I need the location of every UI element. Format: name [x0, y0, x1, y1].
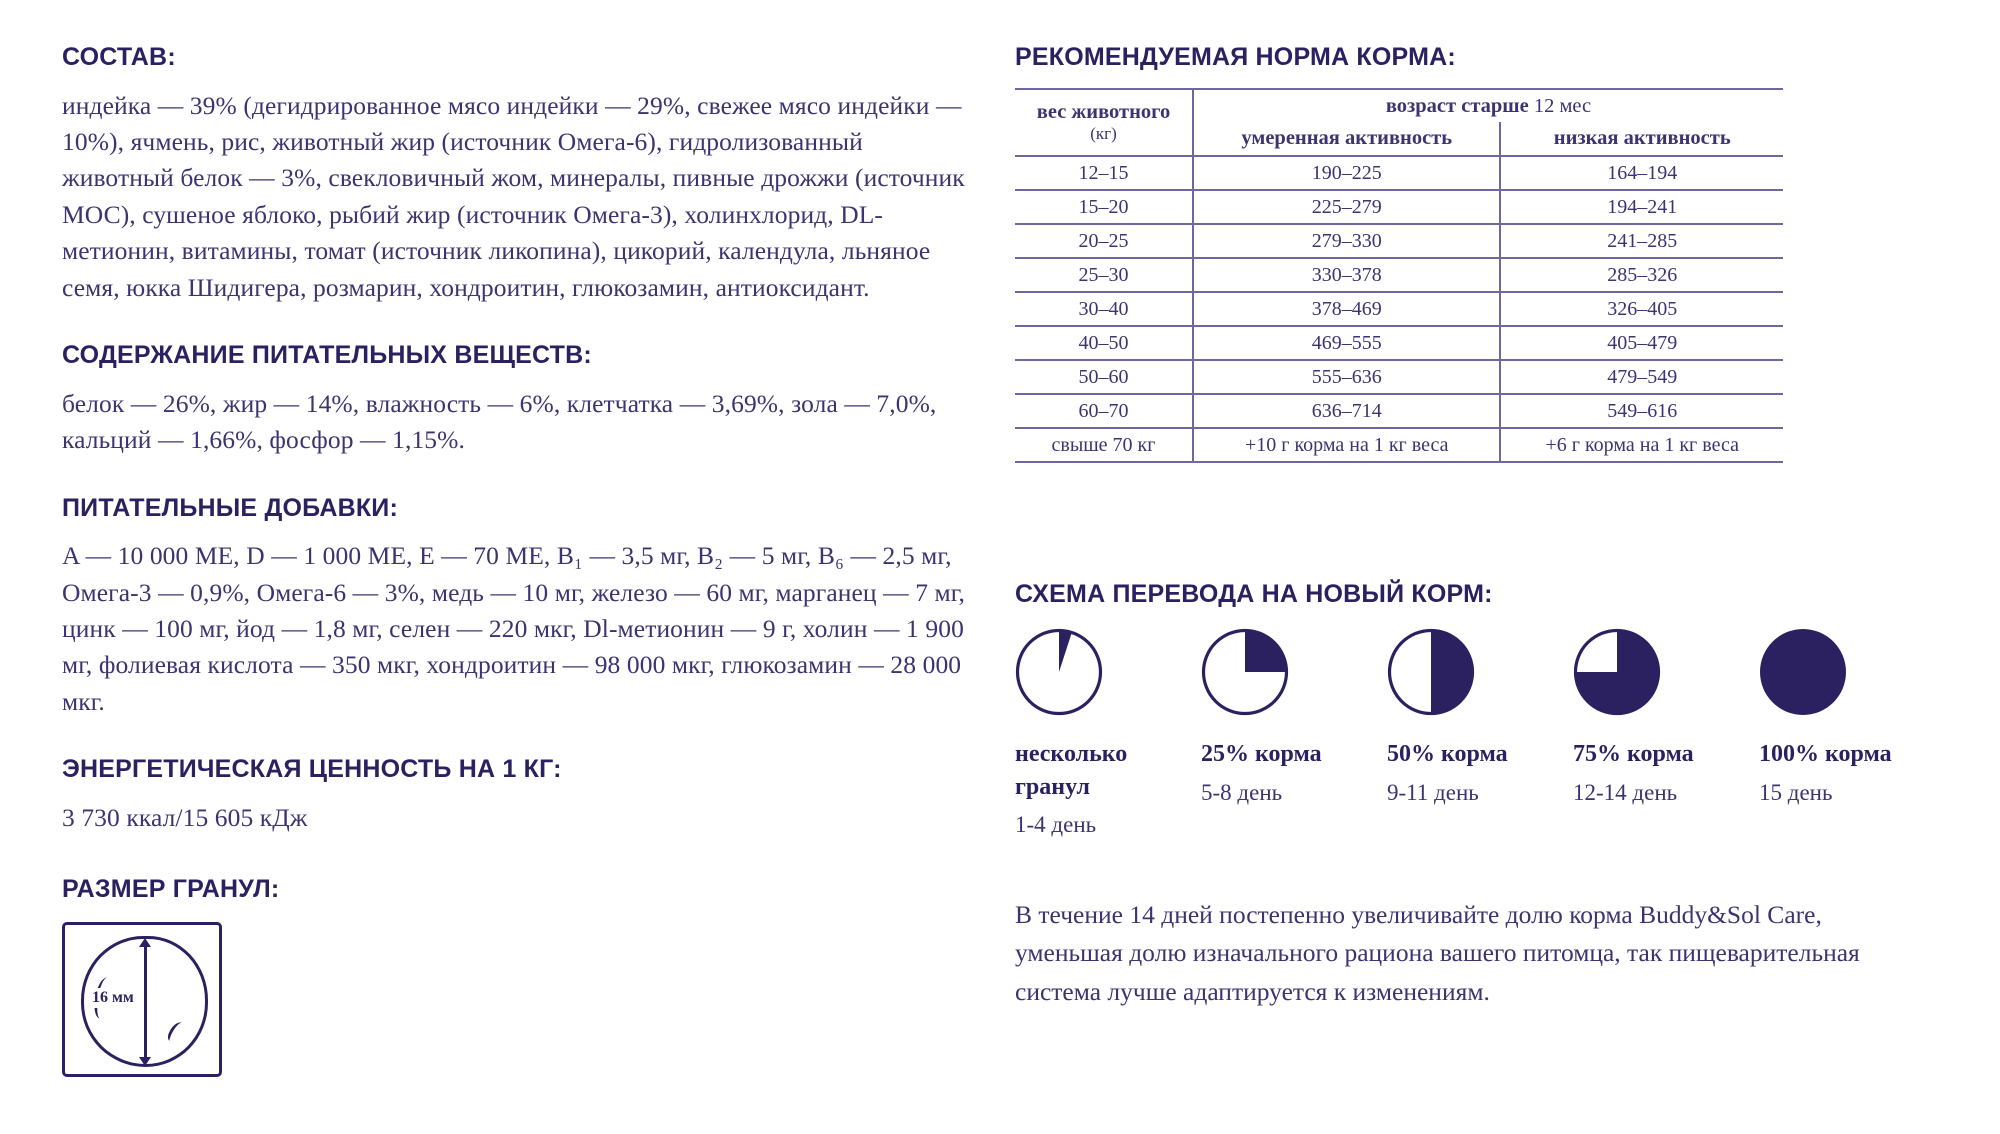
additives-section: [62, 495, 967, 721]
cell-low-activity: 241–285: [1500, 224, 1783, 258]
table-row: [1015, 292, 1783, 326]
additives-text: A — 10 000 МЕ, D — 1 000 МЕ, E — 70 МЕ, B₁ — 3,5 мг, B₂ — 5 мг, B₆ — 2,5 мг, Омега-3 — 0,9%, Омега-6 — 3%, медь — 10 мг, железо — 60 мг, марганец — 7 мг, цинк — 100 мг, йод — 1,8 мг, селен — 220 мкг, Dl-метионин — 9 г, холин — 1 900 мг, фолиевая кислота — 350 мкг, хондроитин — 98 000 мкг, глюкозамин — 28 000 мкг.: [62, 541, 965, 716]
cell-weight: свыше 70 кг: [1015, 428, 1193, 462]
header-weight: [1015, 89, 1193, 156]
transition-step: [1015, 628, 1201, 840]
transition-section: [1015, 581, 1945, 1011]
cell-low-activity: 405–479: [1500, 326, 1783, 360]
granule-measure-arrow-icon: [144, 947, 147, 1057]
composition-section: [62, 44, 967, 306]
transition-step-label: несколько гранул: [1015, 741, 1128, 800]
cell-moderate-activity: 225–279: [1193, 190, 1500, 224]
transition-step-days: 12-14 день: [1573, 779, 1678, 805]
granule-section: [62, 876, 967, 1077]
cell-low-activity: 326–405: [1500, 292, 1783, 326]
granule-title: РАЗМЕР ГРАНУЛ:: [62, 875, 280, 904]
transition-note: В течение 14 дней постепенно увеличивайте долю корма Buddy&Sol Care, уменьшая долю изначального рациона вашего питомца, так пищеварительная система лучше адаптируется к изменениям.: [1015, 900, 1860, 1006]
cell-low-activity: 285–326: [1500, 258, 1783, 292]
pie-chart-icon: [1201, 628, 1289, 716]
table-row: [1015, 360, 1783, 394]
header-weight-unit: (кг): [1090, 124, 1117, 144]
cell-weight: 20–25: [1015, 224, 1193, 258]
table-head: [1015, 89, 1783, 156]
cell-moderate-activity: 636–714: [1193, 394, 1500, 428]
energy-text: 3 730 ккал/15 605 кДж: [62, 802, 308, 832]
left-column: [62, 44, 967, 1077]
transition-step-label: 50% корма: [1387, 741, 1508, 768]
table-body: [1015, 156, 1783, 462]
energy-title: ЭНЕРГЕТИЧЕСКАЯ ЦЕННОСТЬ НА 1 КГ:: [62, 755, 562, 784]
transition-step: [1387, 628, 1573, 840]
transition-step: [1201, 628, 1387, 840]
composition-title: СОСТАВ:: [62, 43, 176, 71]
cell-moderate-activity: 330–378: [1193, 258, 1500, 292]
table-row: [1015, 190, 1783, 224]
feeding-norm-table: [1015, 88, 1783, 463]
feeding-title: РЕКОМЕНДУЕМАЯ НОРМА КОРМА:: [1015, 43, 1456, 71]
table-row: [1015, 156, 1783, 190]
cell-moderate-activity: 378–469: [1193, 292, 1500, 326]
pie-chart-icon: [1573, 628, 1661, 716]
header-age: [1193, 89, 1783, 123]
cell-weight: 50–60: [1015, 360, 1193, 394]
nutrients-section: [62, 342, 967, 458]
cell-weight: 12–15: [1015, 156, 1193, 190]
right-column: [1015, 44, 1945, 1036]
cell-weight: 40–50: [1015, 326, 1193, 360]
cell-moderate-activity: +10 г корма на 1 кг веса: [1193, 428, 1500, 462]
cell-low-activity: 549–616: [1500, 394, 1783, 428]
transition-step: [1759, 628, 1945, 840]
pie-chart-icon: [1015, 628, 1103, 716]
cell-weight: 25–30: [1015, 258, 1193, 292]
cell-weight: 30–40: [1015, 292, 1193, 326]
granule-diagram: [62, 922, 222, 1077]
transition-step-label: 75% корма: [1573, 741, 1694, 768]
transition-step: [1573, 628, 1759, 840]
header-activity-low: низкая активность: [1500, 122, 1783, 156]
composition-text: индейка — 39% (дегидрированное мясо индейки — 29%, свежее мясо индейки — 10%), ячмень, рис, животный жир (источник Омега-6), гидролизованный животный белок — 3%, свекловичный жом, минералы, пивные дрожжи (источник МОС), сушеное яблоко, рыбий жир (источник Омега-3), холинхлорид, DL-метионин, витамины, томат (источник ликопина), цикорий, календула, льняное семя, юкка Шидигера, розмарин, хондроитин, глюкозамин, антиоксидант.: [62, 90, 965, 302]
nutrients-title: СОДЕРЖАНИЕ ПИТАТЕЛЬНЫХ ВЕЩЕСТВ:: [62, 341, 592, 370]
cell-weight: 15–20: [1015, 190, 1193, 224]
cell-moderate-activity: 279–330: [1193, 224, 1500, 258]
cell-low-activity: +6 г корма на 1 кг веса: [1500, 428, 1783, 462]
transition-pies: [1015, 628, 1945, 840]
header-activity-moderate: умеренная активность: [1193, 122, 1500, 156]
transition-step-label: 25% корма: [1201, 741, 1322, 768]
header-weight-label: вес животного: [1036, 100, 1171, 123]
cell-weight: 60–70: [1015, 394, 1193, 428]
table-row: [1015, 224, 1783, 258]
energy-section: [62, 756, 967, 836]
table-row: [1015, 258, 1783, 292]
table-header-row-1: [1015, 89, 1783, 123]
table-row: [1015, 394, 1783, 428]
transition-step-days: 9-11 день: [1387, 779, 1479, 805]
feeding-section: [1015, 44, 1945, 463]
transition-title: СХЕМА ПЕРЕВОДА НА НОВЫЙ КОРМ:: [1015, 579, 1493, 608]
transition-step-days: 5-8 день: [1201, 779, 1283, 805]
header-age-prefix: возраст старше: [1385, 94, 1534, 117]
cell-moderate-activity: 190–225: [1193, 156, 1500, 190]
additives-title: ПИТАТЕЛЬНЫЕ ДОБАВКИ:: [62, 493, 398, 522]
table-row: [1015, 326, 1783, 360]
transition-step-days: 15 день: [1759, 779, 1833, 805]
header-age-value: 12 мес: [1533, 94, 1592, 117]
table-row: [1015, 428, 1783, 462]
transition-step-days: 1-4 день: [1015, 811, 1097, 837]
cell-moderate-activity: 555–636: [1193, 360, 1500, 394]
granule-size-label: 16 мм: [89, 988, 137, 1008]
cell-low-activity: 479–549: [1500, 360, 1783, 394]
pie-chart-icon: [1387, 628, 1475, 716]
cell-moderate-activity: 469–555: [1193, 326, 1500, 360]
cell-low-activity: 164–194: [1500, 156, 1783, 190]
nutrients-text: белок — 26%, жир — 14%, влажность — 6%, клетчатка — 3,69%, зола — 7,0%, кальций — 1,66%, фосфор — 1,15%.: [62, 388, 937, 455]
cell-low-activity: 194–241: [1500, 190, 1783, 224]
transition-step-label: 100% корма: [1759, 741, 1892, 768]
pie-chart-icon: [1759, 628, 1847, 716]
